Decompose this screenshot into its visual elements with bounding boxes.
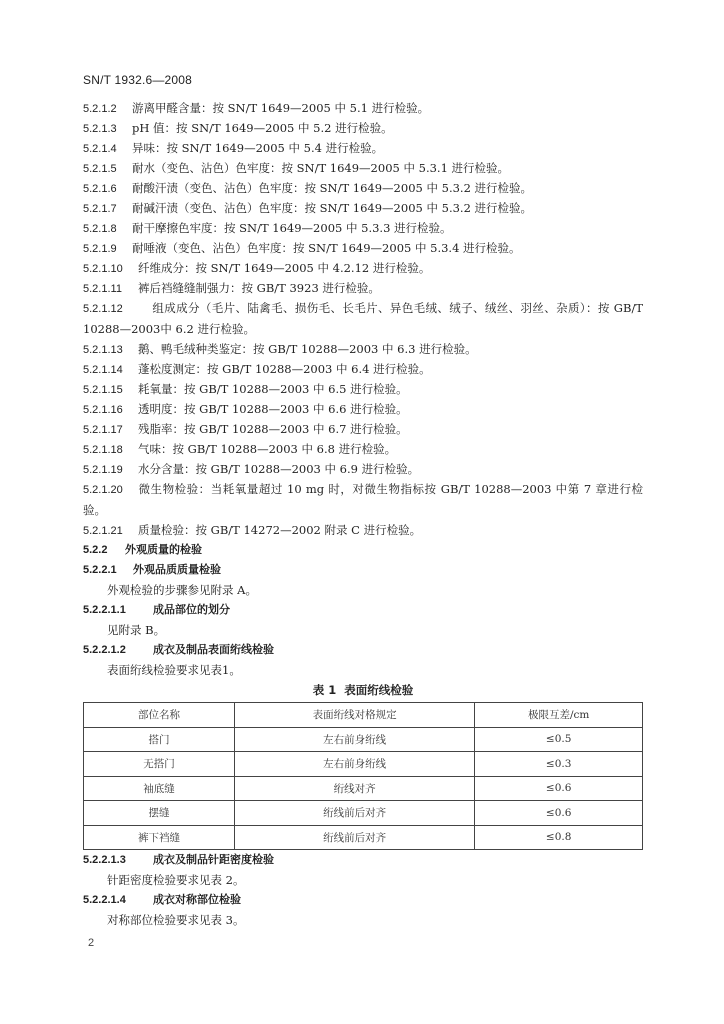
clause-line — [83, 278, 643, 298]
clause-line — [83, 339, 643, 359]
clause-text: 耐干摩擦色牢度：按 SN/T 1649—2005 中 5.3.3 进行检验。 — [132, 221, 452, 235]
clause-text: 耐水（变色、沾色）色牢度：按 SN/T 1649—2005 中 5.3.1 进行检验。 — [132, 161, 510, 175]
clause-line — [83, 298, 643, 339]
clause-line — [83, 158, 643, 178]
document-body — [83, 98, 643, 930]
section-title: 外观品质质量检验 — [133, 563, 221, 576]
clause-number: 5.2.1.6 — [83, 183, 117, 195]
table-cell: 摆缝 — [84, 801, 235, 826]
clause-text: 裤后裆缝缝制强力：按 GB/T 3923 进行检验。 — [138, 281, 380, 295]
table-header-cell: 极限互差/cm — [475, 703, 643, 728]
page-number: 2 — [88, 937, 95, 949]
clause-number: 5.2.1.20 — [83, 484, 123, 496]
clause-line — [83, 118, 643, 138]
clause-line — [83, 258, 643, 278]
section-title: 成品部位的划分 — [153, 603, 230, 616]
clause-line — [83, 379, 643, 399]
table-cell: ≤0.5 — [475, 727, 643, 752]
table-header-cell: 部位名称 — [84, 703, 235, 728]
section-heading — [83, 600, 643, 620]
table-cell: ≤0.8 — [475, 825, 643, 850]
section-number: 5.2.2.1.1 — [83, 604, 126, 616]
clause-line — [83, 439, 643, 459]
clause-text: 耗氧量：按 GB/T 10288—2003 中 6.5 进行检验。 — [138, 382, 408, 396]
clause-number: 5.2.1.7 — [83, 203, 117, 215]
clause-number: 5.2.1.13 — [83, 344, 123, 356]
clause-line — [83, 198, 643, 218]
section-heading — [83, 640, 643, 660]
clause-text: 蓬松度测定：按 GB/T 10288—2003 中 6.4 进行检验。 — [138, 362, 431, 376]
section-body: 表面绗线检验要求见表1。 — [107, 663, 241, 677]
section-number: 5.2.2 — [83, 544, 108, 556]
clause-text: 残脂率：按 GB/T 10288—2003 中 6.7 进行检验。 — [138, 422, 408, 436]
table-cell: ≤0.6 — [475, 801, 643, 826]
clause-line — [83, 138, 643, 158]
clause-number: 5.2.1.5 — [83, 163, 117, 175]
clause-text: 耐酸汗渍（变色、沾色）色牢度：按 SN/T 1649—2005 中 5.3.2 进行检验。 — [132, 181, 533, 195]
clause-number: 5.2.1.12 — [83, 303, 123, 315]
section-body: 见附录 B。 — [107, 623, 166, 637]
table-row — [84, 825, 643, 850]
clause-text: 游离甲醛含量：按 SN/T 1649—2005 中 5.1 进行检验。 — [132, 101, 430, 115]
table-caption — [83, 680, 643, 702]
clause-number: 5.2.1.11 — [83, 283, 122, 295]
clause-line — [83, 419, 643, 439]
table-row — [84, 752, 643, 777]
clause-line — [83, 98, 643, 118]
table-cell: 左右前身绗线 — [234, 752, 474, 777]
table-row — [84, 727, 643, 752]
table-cell: ≤0.3 — [475, 752, 643, 777]
clause-number: 5.2.1.21 — [83, 525, 123, 537]
table-header-row — [84, 703, 643, 728]
section-title: 成衣及制品表面绗线检验 — [153, 643, 274, 656]
clause-line — [83, 520, 643, 540]
table-cell: 裤下裆缝 — [84, 825, 235, 850]
clause-text: 纤维成分：按 SN/T 1649—2005 中 4.2.12 进行检验。 — [138, 261, 431, 275]
table-row — [84, 776, 643, 801]
section-title: 成衣及制品针距密度检验 — [153, 853, 274, 866]
clause-line — [83, 178, 643, 198]
section-number: 5.2.2.1.3 — [83, 854, 126, 866]
section-number: 5.2.2.1.2 — [83, 644, 126, 656]
section-title: 成衣对称部位检验 — [153, 893, 241, 906]
clause-number: 5.2.1.3 — [83, 123, 117, 135]
section-body: 针距密度检验要求见表 2。 — [107, 873, 245, 887]
table-cell: 袖底缝 — [84, 776, 235, 801]
table-header-cell: 表面绗线对格规定 — [234, 703, 474, 728]
clause-text: 透明度：按 GB/T 10288—2003 中 6.6 进行检验。 — [138, 402, 408, 416]
clause-text: 耐碱汗渍（变色、沾色）色牢度：按 SN/T 1649—2005 中 5.3.2 进行检验。 — [132, 201, 533, 215]
clause-number: 5.2.1.4 — [83, 143, 117, 155]
standard-header: SN/T 1932.6—2008 — [83, 73, 193, 87]
section-heading — [83, 850, 643, 870]
section-heading — [83, 560, 643, 580]
clause-text: 组成成分（毛片、陆禽毛、损伤毛、长毛片、异色毛绒、绒子、绒丝、羽丝、杂质）：按 GB/T 10288—2003中 6.2 进行检验。 — [83, 301, 643, 336]
table-cell: 无搭门 — [84, 752, 235, 777]
clause-text: 水分含量：按 GB/T 10288—2003 中 6.9 进行检验。 — [138, 462, 420, 476]
table-title: 表面绗线检验 — [344, 683, 414, 697]
section-heading — [83, 540, 643, 560]
clause-number: 5.2.1.8 — [83, 223, 117, 235]
table-cell: 绗线前后对齐 — [234, 825, 474, 850]
section-title: 外观质量的检验 — [125, 543, 202, 556]
clause-number: 5.2.1.17 — [83, 424, 123, 436]
clause-text: 气味：按 GB/T 10288—2003 中 6.8 进行检验。 — [138, 442, 397, 456]
clause-text: 微生物检验：当耗氧量超过 10 mg 时，对微生物指标按 GB/T 10288—2003 中第 7 章进行检验。 — [83, 482, 643, 517]
section-number: 5.2.2.1 — [83, 564, 117, 576]
clause-line — [83, 399, 643, 419]
clause-line — [83, 218, 643, 238]
clause-text: 异味：按 SN/T 1649—2005 中 5.4 进行检验。 — [132, 141, 384, 155]
clause-number: 5.2.1.16 — [83, 404, 123, 416]
table-cell: 绗线对齐 — [234, 776, 474, 801]
table-cell: ≤0.6 — [475, 776, 643, 801]
clause-line — [83, 459, 643, 479]
clause-number: 5.2.1.9 — [83, 243, 117, 255]
table-row — [84, 801, 643, 826]
section-heading — [83, 890, 643, 910]
clause-number: 5.2.1.19 — [83, 464, 123, 476]
surface-stitching-table — [83, 702, 643, 850]
table-cell: 搭门 — [84, 727, 235, 752]
section-body: 对称部位检验要求见表 3。 — [107, 913, 245, 927]
clause-number: 5.2.1.2 — [83, 103, 117, 115]
clause-text: 耐唾液（变色、沾色）色牢度：按 SN/T 1649—2005 中 5.3.4 进行检验。 — [132, 241, 521, 255]
table-label: 表 1 — [312, 683, 337, 697]
clause-number: 5.2.1.14 — [83, 364, 123, 376]
clause-text: 鹅、鸭毛绒种类鉴定：按 GB/T 10288—2003 中 6.3 进行检验。 — [138, 342, 477, 356]
clause-line — [83, 238, 643, 258]
clause-number: 5.2.1.15 — [83, 384, 123, 396]
section-number: 5.2.2.1.4 — [83, 894, 126, 906]
clause-text: pH 值：按 SN/T 1649—2005 中 5.2 进行检验。 — [132, 121, 393, 135]
section-body: 外观检验的步骤参见附录 A。 — [107, 583, 257, 597]
clause-number: 5.2.1.18 — [83, 444, 123, 456]
table-cell: 左右前身绗线 — [234, 727, 474, 752]
clause-number: 5.2.1.10 — [83, 263, 123, 275]
table-cell: 绗线前后对齐 — [234, 801, 474, 826]
clause-text: 质量检验：按 GB/T 14272—2002 附录 C 进行检验。 — [138, 523, 422, 537]
clause-line — [83, 479, 643, 520]
clause-line — [83, 359, 643, 379]
